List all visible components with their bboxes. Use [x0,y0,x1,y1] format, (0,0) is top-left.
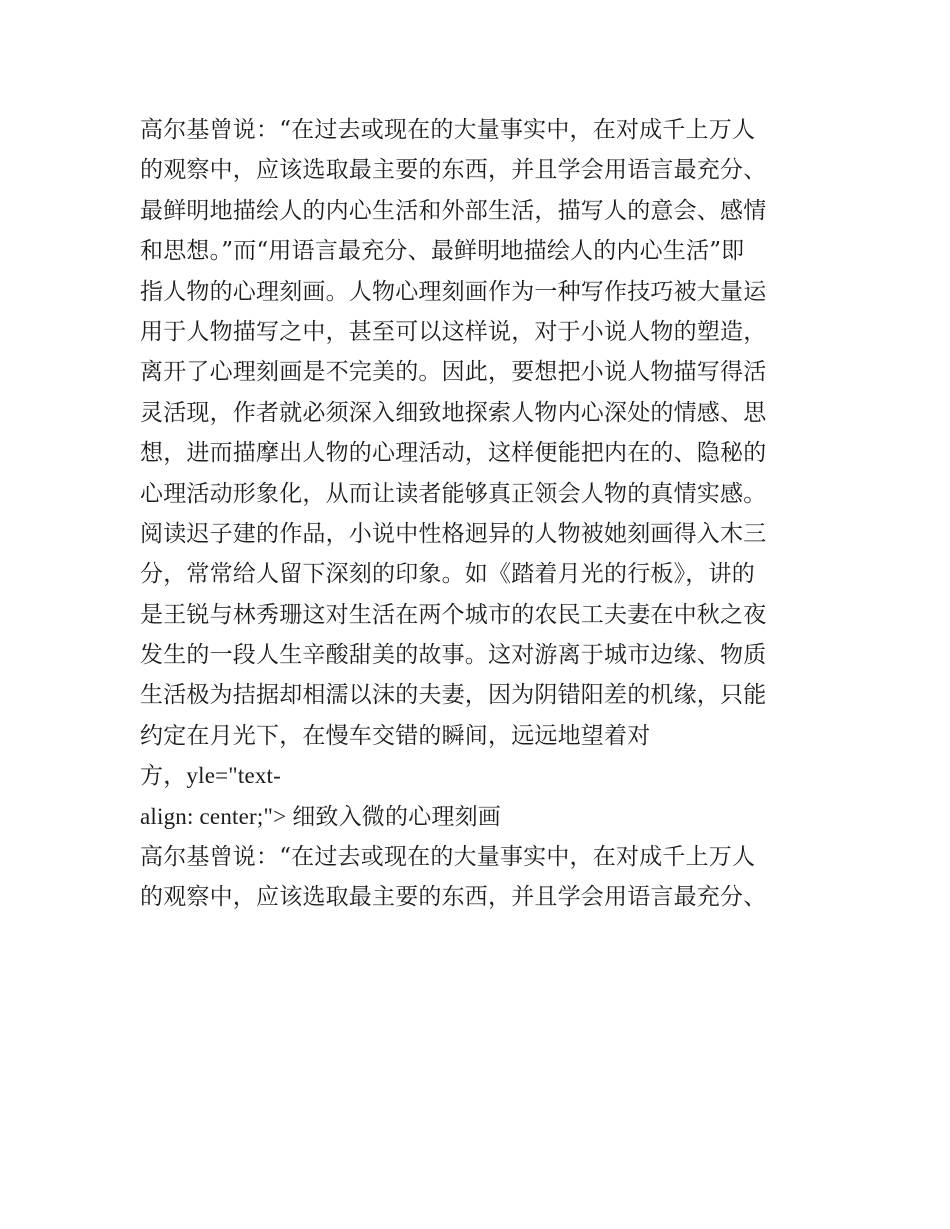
text-line: 用于人物描写之中，甚至可以这样说，对于小说人物的塑造， [140,318,767,345]
text-line: 离开了心理刻画是不完美的。因此，要想把小说人物描写得活 [140,359,767,386]
text-line: 最鲜明地描绘人的内心生活和外部生活，描写人的意会、感情 [140,197,767,224]
body-text [140,110,830,918]
text-line: 分，常常给人留下深刻的印象。如《踏着月光的行板》，讲的 [140,561,755,588]
text-line: 指人物的心理刻画。人物心理刻画作为一种写作技巧被大量运 [140,278,767,305]
text-line: 灵活现，作者就必须深入细致地探索人物内心深处的情感、思 [140,399,767,426]
text-line: 高尔基曾说：“在过去或现在的大量事实中，在对成千上万人 [140,117,756,143]
text-line: 和思想。”而“用语言最充分、最鲜明地描绘人的内心生活”即 [140,238,745,265]
text-line: 的观察中，应该选取最主要的东西，并且学会用语言最充分、 [140,884,767,911]
text-line: 高尔基曾说：“在过去或现在的大量事实中，在对成千上万人 [140,844,756,871]
text-line: 阅读迟子建的作品，小说中性格迥异的人物被她刻画得入木三 [140,520,767,547]
text-line: 心理活动形象化，从而让读者能够真正领会人物的真情实感。 [140,480,767,507]
text-line: 是王锐与林秀珊这对生活在两个城市的农民工夫妻在中秋之夜 [140,601,767,628]
text-line: 方，yle="text- [140,763,282,789]
text-line: 约定在月光下，在慢车交错的瞬间，远远地望着对 [140,722,651,749]
text-line: 生活极为拮据却相濡以沫的夫妻，因为阴错阳差的机缘，只能 [140,682,767,709]
text-line: 想，进而描摩出人物的心理活动，这样便能把内在的、隐秘的 [140,440,767,467]
text-line: 发生的一段人生辛酸甜美的故事。这对游离于城市边缘、物质 [140,642,767,669]
text-line: 的观察中，应该选取最主要的东西，并且学会用语言最充分、 [140,157,767,184]
section-heading-line: align: center;"> 细致入微的心理刻画 [140,803,502,829]
